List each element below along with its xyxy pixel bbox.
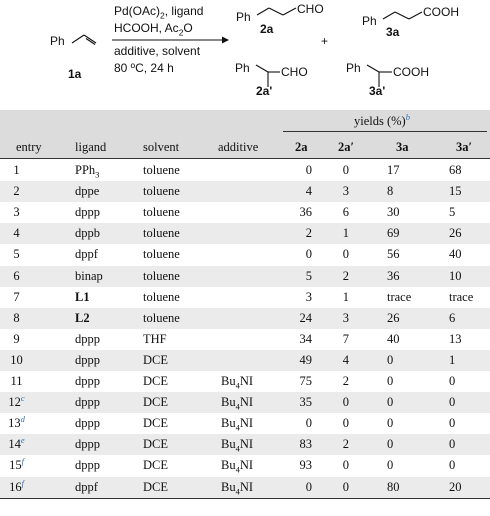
cell-solvent: toluene — [143, 289, 180, 304]
cell-yield-3ap: 0 — [449, 395, 456, 410]
cell-solvent: DCE — [143, 479, 168, 494]
cell-entry: 2 — [13, 184, 20, 199]
cell-yield-3a: 69 — [387, 226, 400, 241]
col-header-3ap: 3a′ — [456, 140, 473, 154]
cell-yield-3ap: 0 — [449, 374, 456, 388]
cell-yield-3ap: 15 — [449, 184, 462, 199]
cell-yield-3ap: 13 — [449, 331, 462, 346]
cell-additive: $Bu_4NI$ — [221, 479, 254, 496]
cell-yield-2ap: 0 — [342, 163, 349, 177]
arrow-head — [222, 37, 229, 44]
cell-yield-2ap: 1 — [342, 226, 349, 241]
col-header-3a: 3a — [396, 140, 409, 154]
cell-yield-3ap: 0 — [449, 416, 456, 431]
product-3ap-label: 3a' — [369, 84, 386, 98]
cell-yield-3ap: 26 — [449, 226, 462, 241]
cell-yield-2a: 36 — [299, 205, 312, 220]
cell-ligand: dppf — [75, 247, 98, 262]
cell-yield-2ap: 0 — [342, 458, 349, 473]
cell-entry: 15$^f$ — [9, 456, 24, 473]
cell-ligand: dppe — [75, 184, 100, 199]
cell-additive: $Bu_4NI$ — [221, 416, 254, 433]
cell-yield-2ap: 0 — [342, 479, 349, 494]
cell-yield-2a: 4 — [305, 184, 312, 199]
cell-yield-2a: 3 — [305, 289, 312, 304]
cell-solvent: DCE — [143, 395, 168, 410]
cell-yield-3ap: 20 — [449, 479, 462, 494]
yields-table — [0, 104, 490, 516]
cell-yield-2a: 35 — [299, 395, 312, 410]
cell-yield-2ap: 3 — [342, 310, 349, 325]
conditions-additive: additive, solvent — [114, 44, 201, 58]
styrene-bond — [72, 35, 84, 43]
conditions-catalyst: $Pd(OAc)_2$, ligand — [114, 4, 204, 21]
cell-ligand: dppf — [75, 479, 98, 494]
cell-yield-2a: 2 — [305, 226, 312, 241]
cell-yield-2ap: 0 — [342, 247, 349, 262]
cell-yield-2ap: 0 — [342, 416, 349, 431]
cell-yield-2ap: 2 — [342, 437, 349, 452]
cell-yield-3a: 26 — [387, 310, 400, 325]
cell-yield-2a: 83 — [299, 437, 312, 452]
product-2ap-ph: Ph — [235, 61, 250, 75]
product-2ap-group: CHO — [281, 65, 308, 79]
cell-ligand: dppp — [75, 458, 100, 473]
cell-yield-2a: 5 — [305, 268, 312, 283]
cell-yield-3a: trace — [387, 289, 412, 304]
header-bottom-rule — [0, 158, 490, 159]
cell-yield-3a: 30 — [387, 205, 400, 220]
cell-solvent: toluene — [143, 310, 180, 325]
cell-yield-2a: 75 — [299, 374, 312, 388]
product-2a-ph: Ph — [236, 10, 251, 24]
cell-yield-3a: 0 — [387, 416, 394, 431]
cell-yield-3ap: 6 — [449, 310, 456, 325]
col-header-solvent: solvent — [143, 140, 180, 154]
product-3a-group: COOH — [423, 5, 459, 19]
cell-yield-2a: 0 — [305, 479, 312, 494]
cell-entry: 14e — [8, 435, 25, 452]
cell-solvent: toluene — [143, 205, 180, 220]
cell-ligand: dppp — [75, 331, 100, 346]
cell-solvent: DCE — [143, 416, 168, 431]
cell-additive: $Bu_4NI$ — [221, 374, 254, 391]
cell-entry: 9 — [13, 331, 20, 346]
cell-yield-3ap: 5 — [449, 205, 456, 220]
cell-yield-2ap: 3 — [342, 184, 349, 199]
cell-yield-2a: 34 — [299, 331, 312, 346]
cell-yield-2ap: 7 — [342, 331, 349, 346]
cell-solvent: DCE — [143, 374, 168, 388]
cell-yield-3a: 0 — [387, 437, 394, 452]
cell-entry: 5 — [13, 247, 20, 262]
cell-solvent: toluene — [143, 247, 180, 262]
cell-solvent: DCE — [143, 437, 168, 452]
2a-bond — [257, 8, 269, 15]
cell-yield-3ap: 0 — [449, 458, 456, 473]
cell-entry: 1 — [13, 163, 20, 177]
cell-yield-2a: 49 — [299, 352, 312, 367]
product-2ap-label: 2a' — [256, 84, 273, 98]
col-header-entry: entry — [16, 140, 42, 154]
2ap-bond — [256, 65, 268, 72]
cell-yield-2a: 93 — [299, 458, 312, 473]
cell-yield-2a: 24 — [299, 310, 312, 325]
reactant-label: 1a — [68, 67, 82, 81]
cell-solvent: toluene — [143, 163, 180, 177]
cell-solvent: toluene — [143, 226, 180, 241]
cell-yield-3ap: 10 — [449, 268, 462, 283]
row-stripe — [0, 181, 490, 202]
yields-header: yields (%)$^b$ — [354, 111, 410, 128]
product-2a-label: 2a — [260, 22, 274, 36]
col-header-additive: additive — [218, 140, 259, 154]
cell-entry: 6 — [13, 268, 20, 283]
conditions-temperature: 80 ºC, 24 h — [114, 61, 174, 75]
cell-ligand: dppp — [75, 437, 100, 452]
cell-yield-3a: 17 — [387, 163, 400, 177]
cell-ligand: dppp — [75, 205, 100, 220]
cell-yield-3a: 56 — [387, 247, 400, 262]
cell-additive: $Bu_4NI$ — [221, 458, 254, 475]
cell-entry: 4 — [13, 226, 20, 241]
cell-ligand: dppp — [75, 374, 100, 388]
cell-yield-3ap: trace — [449, 289, 474, 304]
cell-ligand: L2 — [75, 310, 90, 325]
cell-ligand: L1 — [75, 289, 90, 304]
cell-entry: 10 — [10, 352, 23, 367]
cell-solvent: THF — [143, 331, 167, 346]
2a-bond — [269, 8, 283, 15]
2a-bond — [283, 8, 296, 15]
product-3ap-group: COOH — [393, 65, 429, 79]
product-3ap-ph: Ph — [346, 61, 361, 75]
reactant-ph: Ph — [50, 34, 65, 48]
row-stripe — [0, 350, 490, 371]
cell-entry: 3 — [13, 205, 20, 220]
cell-yield-3ap: 0 — [449, 437, 456, 452]
cell-entry: 12$^c$ — [8, 392, 25, 410]
cell-entry: 16$^f$ — [9, 477, 24, 494]
cell-ligand: binap — [75, 268, 103, 283]
row-stripe — [0, 308, 490, 329]
cell-yield-3a: 0 — [387, 352, 394, 367]
cell-solvent: toluene — [143, 268, 180, 283]
col-header-2a: 2a — [295, 140, 308, 154]
cell-solvent: toluene — [143, 184, 180, 199]
cell-yield-2ap: 0 — [342, 395, 349, 410]
cell-yield-3ap: 1 — [449, 352, 456, 367]
cell-ligand: PPh$_3$ — [75, 163, 100, 180]
cell-yield-3ap: 40 — [449, 247, 462, 262]
product-3a-label: 3a — [386, 25, 400, 39]
cell-yield-2a: 0 — [305, 163, 312, 177]
cell-yield-2ap: 4 — [342, 352, 349, 367]
cell-additive: $Bu_4NI$ — [221, 395, 254, 412]
reaction-scheme — [0, 0, 490, 104]
cell-entry: 11 — [10, 374, 23, 388]
cell-entry: 13$^d$ — [8, 414, 25, 431]
col-header-ligand: ligand — [75, 140, 107, 154]
cell-yield-3a: 40 — [387, 331, 400, 346]
cell-yield-2ap: 2 — [342, 268, 349, 283]
cell-yield-2a: 0 — [305, 416, 312, 431]
row-stripe — [0, 223, 490, 244]
cell-yield-3a: 0 — [387, 458, 394, 473]
3a-bond — [409, 12, 422, 19]
cell-yield-3a: 0 — [387, 395, 394, 410]
cell-ligand: dppp — [75, 416, 100, 431]
yields-header-rule — [283, 131, 487, 132]
cell-ligand: dppp — [75, 352, 100, 367]
product-3a-ph: Ph — [362, 14, 377, 28]
3ap-bond — [367, 65, 379, 72]
cell-yield-2a: 0 — [305, 247, 312, 262]
cell-additive: $Bu_4NI$ — [221, 437, 254, 454]
conditions-reagents: HCOOH, $Ac_2O$ — [114, 21, 193, 38]
cell-yield-2ap: 6 — [342, 205, 349, 220]
cell-solvent: DCE — [143, 458, 168, 473]
cell-ligand: dppp — [75, 395, 100, 410]
cell-yield-3a: 36 — [387, 268, 400, 283]
table-bottom-rule — [0, 498, 490, 499]
cell-entry: 7 — [13, 289, 20, 304]
cell-yield-3a: 8 — [387, 184, 394, 199]
cell-yield-3ap: 68 — [449, 163, 462, 177]
row-stripe — [0, 266, 490, 287]
plus-sign: + — [321, 34, 329, 48]
cell-yield-2ap: 2 — [342, 374, 349, 388]
cell-yield-2ap: 1 — [342, 289, 349, 304]
col-header-2ap: 2a′ — [338, 140, 355, 154]
cell-ligand: dppb — [75, 226, 100, 241]
3a-bond — [395, 12, 409, 19]
product-2a-group: CHO — [297, 2, 324, 16]
cell-solvent: DCE — [143, 352, 168, 367]
cell-entry: 8 — [13, 310, 20, 325]
3a-bond — [383, 12, 395, 19]
cell-yield-3a: 0 — [387, 374, 394, 388]
cell-yield-3a: 80 — [387, 479, 400, 494]
